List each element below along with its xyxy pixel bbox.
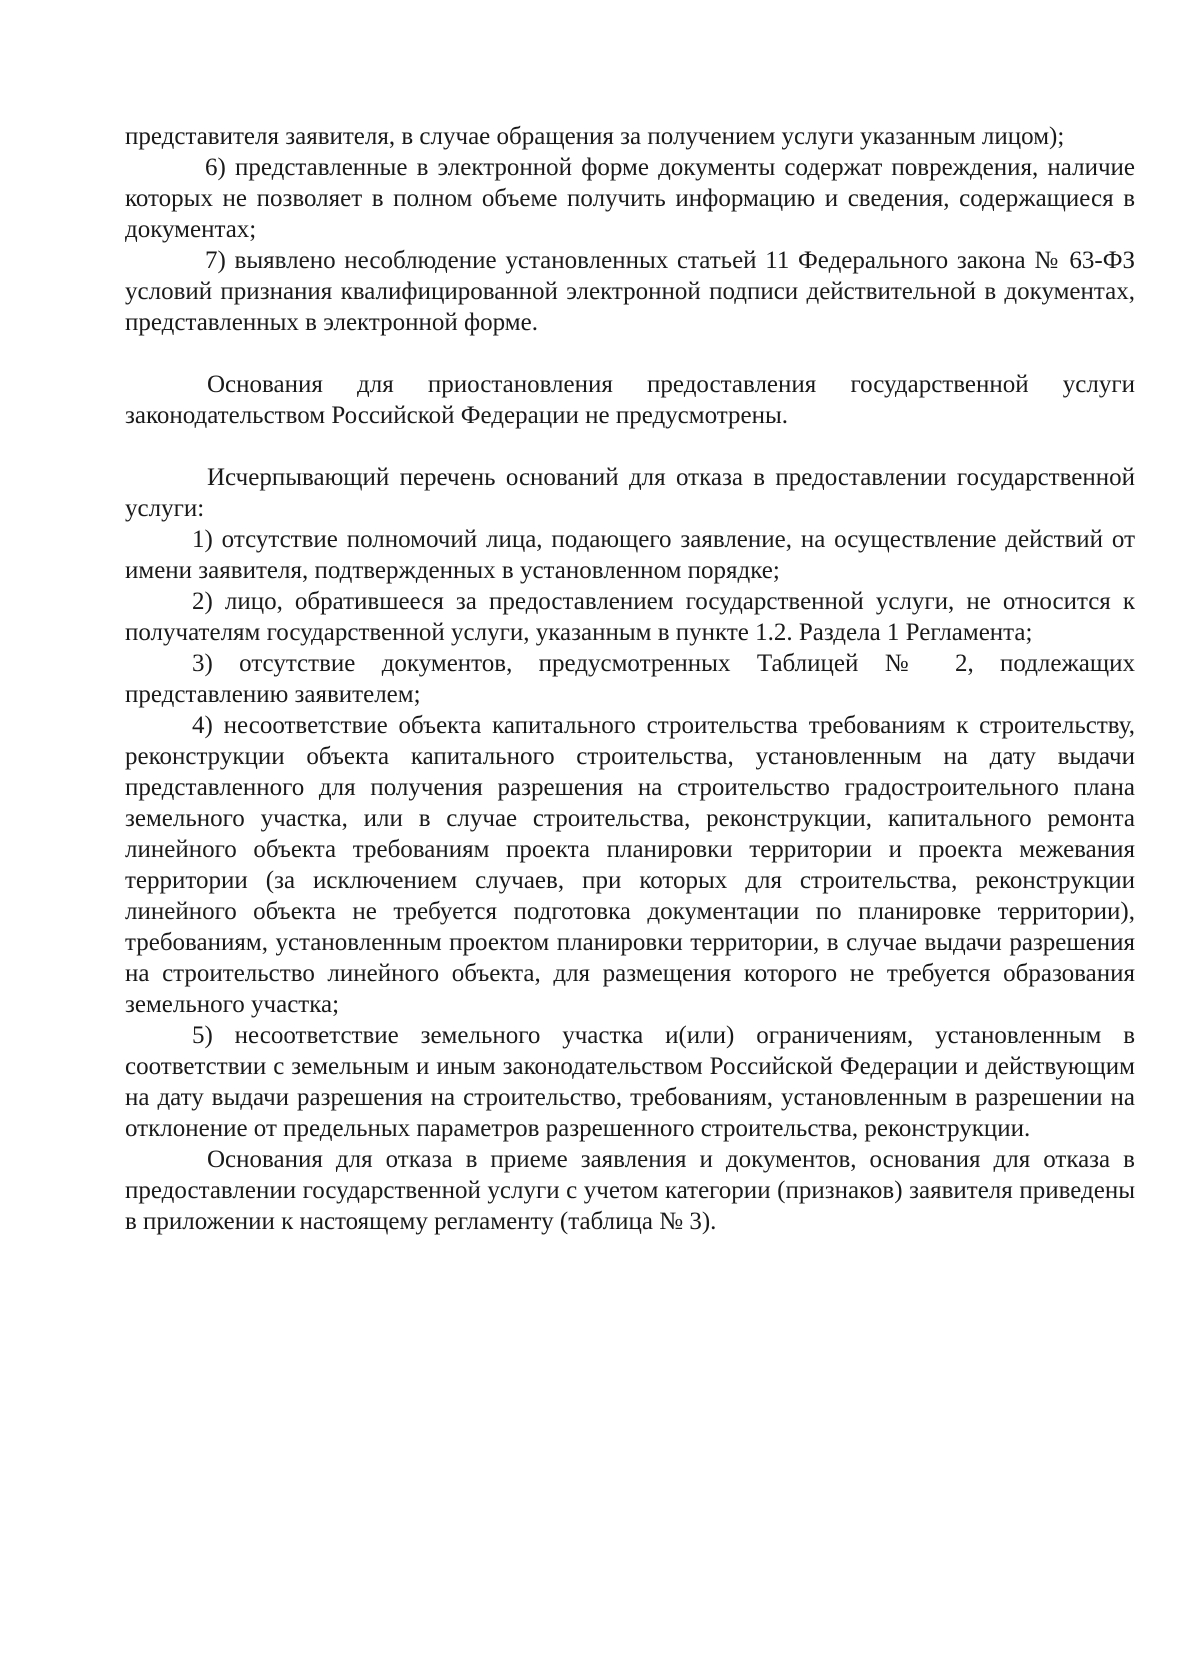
refusal-intro-paragraph: Исчерпывающий перечень оснований для отказа в предоставлении государственной услуги:: [125, 464, 1135, 522]
suspension-grounds-paragraph: Основания для приостановления предоставления государственной услуги законодательством Российской Федерации не предусмотрены.: [125, 371, 1135, 429]
paragraph-continuation: представителя заявителя, в случае обращения за получением услуги указанным лицом);: [125, 123, 1065, 150]
refusal-item-1: 1) отсутствие полномочий лица, подающего заявление, на осуществление действий от имени заявителя, подтвержденных в установленном порядке;: [125, 526, 1135, 584]
refusal-item-4: 4) несоответствие объекта капитального строительства требованиям к строительству, реконструкции объекта капитального строительства, установленным на дату выдачи представленного для получения разрешения на строительство градостроительного плана земельного участка, или в случае строительства, реконструкции, капитального ремонта линейного объекта требованиям проекта планировки территории и проекта межевания территории (за исключением случаев, при которых для строительства, реконструкции линейного объекта не требуется подготовка документации по планировке территории), требованиям, установленным проектом планировки территории, в случае выдачи разрешения на строительство линейного объекта, для размещения которого не требуется образования земельного участка;: [125, 712, 1135, 1018]
closing-paragraph: Основания для отказа в приеме заявления и документов, основания для отказа в предоставлении государственной услуги с учетом категории (признаков) заявителя приведены в приложении к настоящему регламенту (таблица № 3).: [125, 1146, 1135, 1235]
item-6: 6) представленные в электронной форме документы содержат повреждения, наличие которых не позволяет в полном объеме получить информацию и сведения, содержащиеся в документах;: [125, 154, 1135, 243]
item-7: 7) выявлено несоблюдение установленных статьей 11 Федерального закона № 63-ФЗ условий признания квалифицированной электронной подписи действительной в документах, представленных в электронной форме.: [125, 247, 1135, 336]
refusal-item-2: 2) лицо, обратившееся за предоставлением государственной услуги, не относится к получателям государственной услуги, указанным в пункте 1.2. Раздела 1 Регламента;: [125, 588, 1135, 646]
paragraph-gap: [125, 431, 1135, 462]
document-page: [125, 121, 1135, 1237]
refusal-item-5: 5) несоответствие земельного участка и(или) ограничениям, установленным в соответствии с земельным и иным законодательством Российской Федерации и действующим на дату выдачи разрешения на строительство, требованиям, установленным в разрешении на отклонение от предельных параметров разрешенного строительства, реконструкции.: [125, 1022, 1135, 1142]
paragraph-gap: [125, 338, 1135, 369]
refusal-item-3: 3) отсутствие документов, предусмотренных Таблицей № 2, подлежащих представлению заявителем;: [125, 650, 1135, 708]
